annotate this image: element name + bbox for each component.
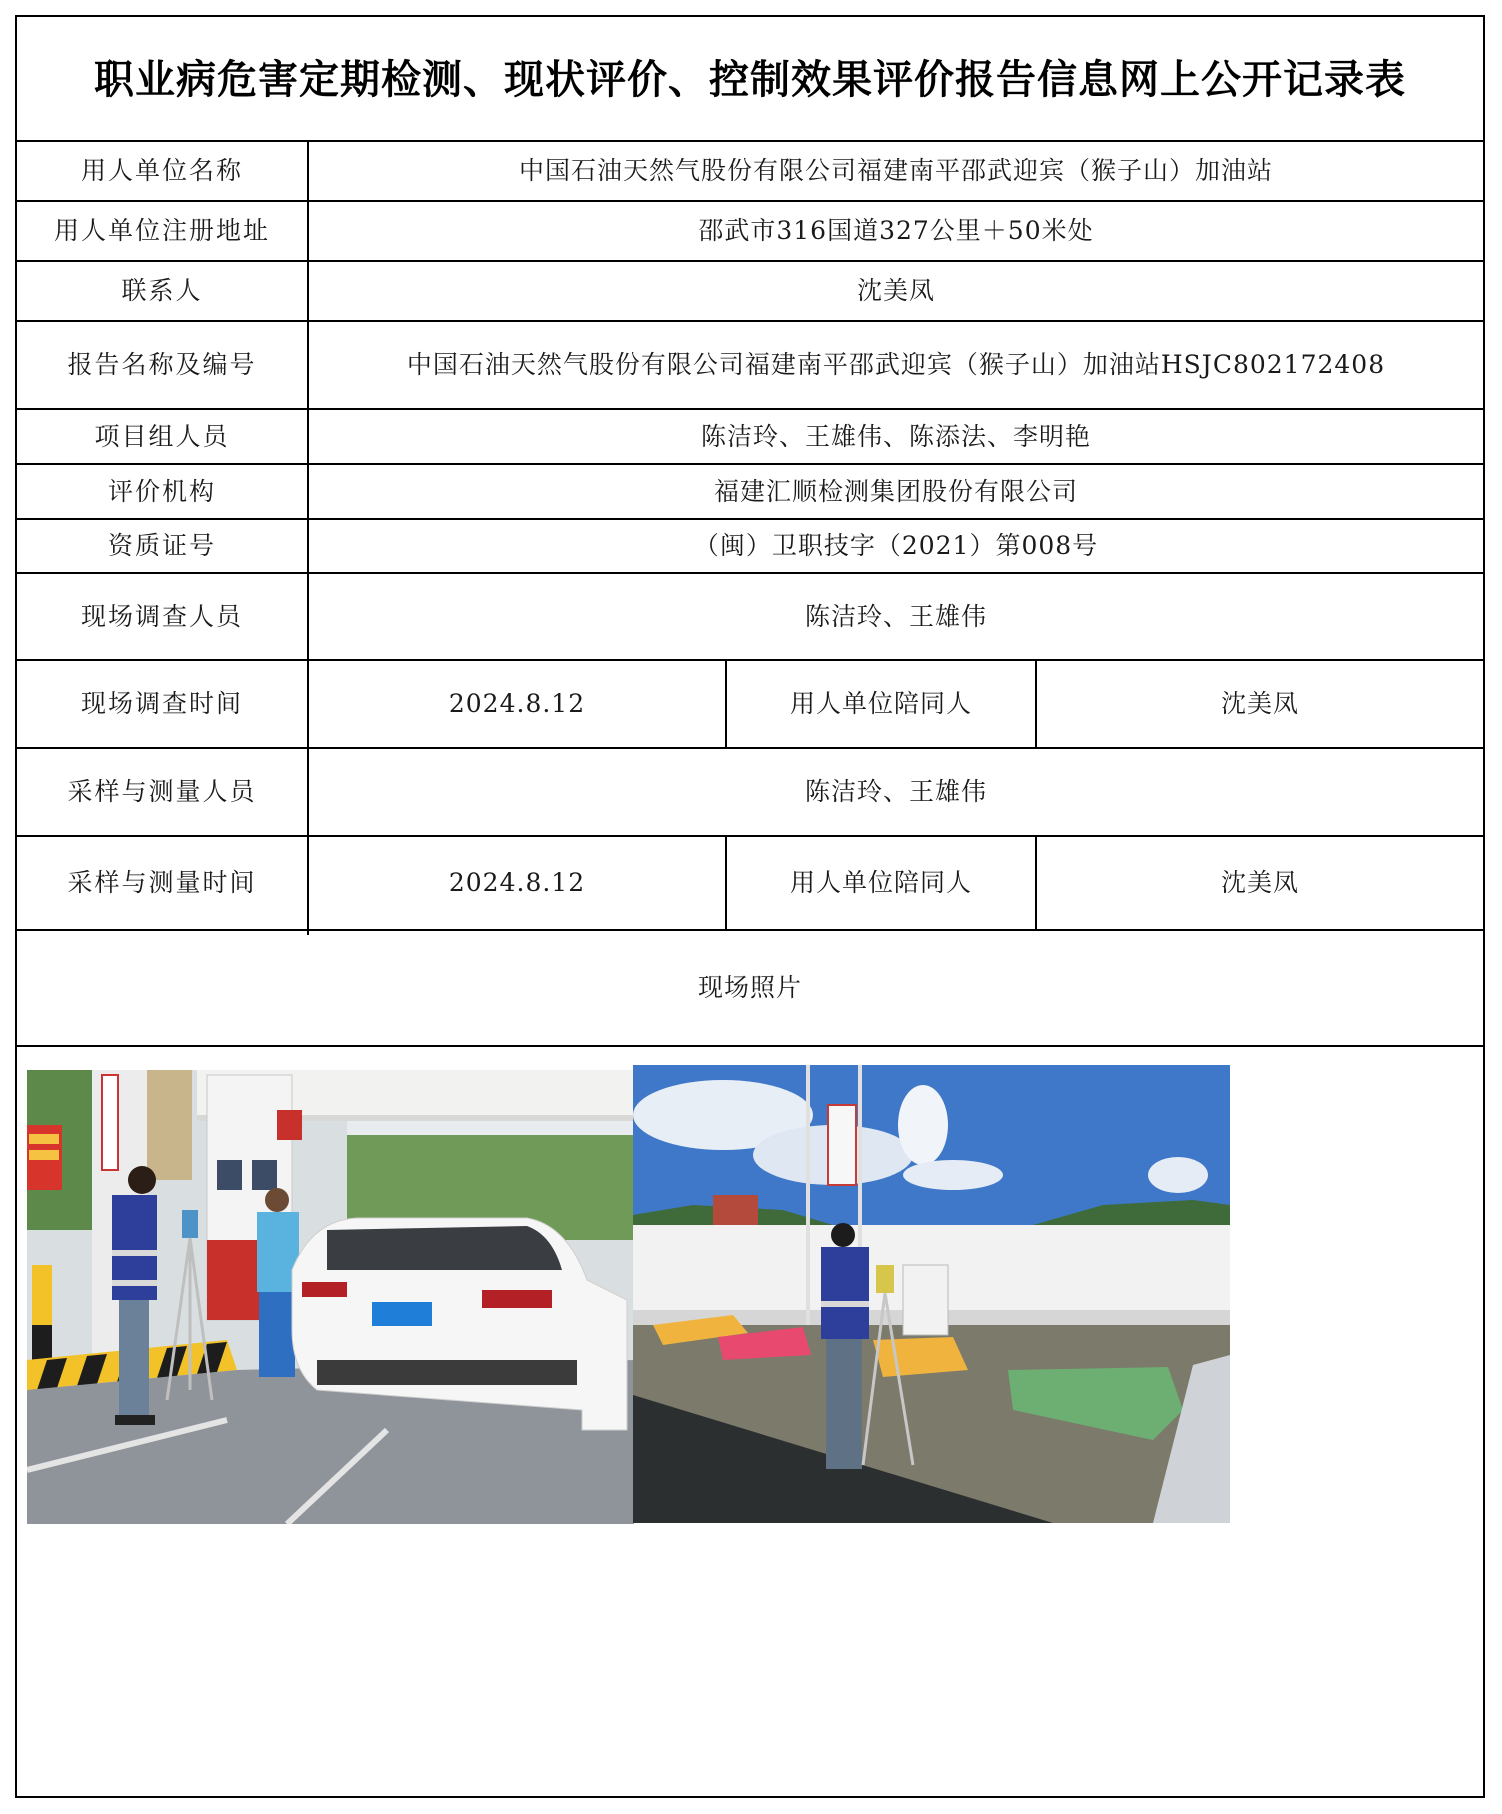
- site-survey-staff-label: 现场调查人员: [80, 601, 243, 631]
- employer-address-label: 用人单位注册地址: [53, 216, 270, 245]
- evaluation-org-value: 福建汇顺检测集团股份有限公司: [713, 476, 1078, 506]
- employer-name-label: 用人单位名称: [80, 156, 243, 185]
- document-title: 职业病危害定期检测、现状评价、控制效果评价报告信息网上公开记录表: [94, 55, 1406, 103]
- record-form: [15, 15, 1485, 1798]
- row-divider: [17, 1045, 1483, 1047]
- project-team-value: 陈洁玲、王雄伟、陈添法、李明艳: [700, 421, 1091, 451]
- site-photo-tank-area: [633, 1065, 1230, 1523]
- evaluation-org-label: 评价机构: [107, 476, 216, 506]
- contact-label: 联系人: [121, 276, 203, 305]
- site-survey-companion-label: 用人单位陪同人: [789, 689, 972, 718]
- sampling-time-value: 2024.8.12: [448, 868, 586, 897]
- employer-address-value: 邵武市316国道327公里＋50米处: [698, 216, 1094, 245]
- report-name-label: 报告名称及编号: [67, 350, 257, 379]
- site-photo-pump-island: [27, 1070, 634, 1524]
- qualification-label: 资质证号: [107, 531, 216, 560]
- qualification-value: （闽）卫职技字（2021）第008号: [693, 531, 1099, 560]
- project-team-label: 项目组人员: [94, 421, 230, 451]
- report-name-value: 中国石油天然气股份有限公司福建南平邵武迎宾（猴子山）加油站HSJC802172408: [406, 350, 1386, 379]
- site-photos-heading: 现场照片: [697, 973, 802, 1002]
- sampling-companion-value: 沈美凤: [1220, 868, 1299, 897]
- sampling-companion-label: 用人单位陪同人: [789, 868, 972, 897]
- site-survey-companion-value: 沈美凤: [1220, 689, 1299, 718]
- site-survey-staff-value: 陈洁玲、王雄伟: [804, 601, 987, 631]
- employer-name-value: 中国石油天然气股份有限公司福建南平邵武迎宾（猴子山）加油站: [518, 156, 1273, 185]
- sampling-staff-value: 陈洁玲、王雄伟: [804, 777, 987, 806]
- sampling-time-label: 采样与测量时间: [67, 868, 257, 897]
- site-survey-time-label: 现场调查时间: [80, 689, 243, 718]
- contact-value: 沈美凤: [856, 276, 935, 305]
- sampling-staff-label: 采样与测量人员: [67, 777, 257, 806]
- site-survey-time-value: 2024.8.12: [448, 689, 586, 718]
